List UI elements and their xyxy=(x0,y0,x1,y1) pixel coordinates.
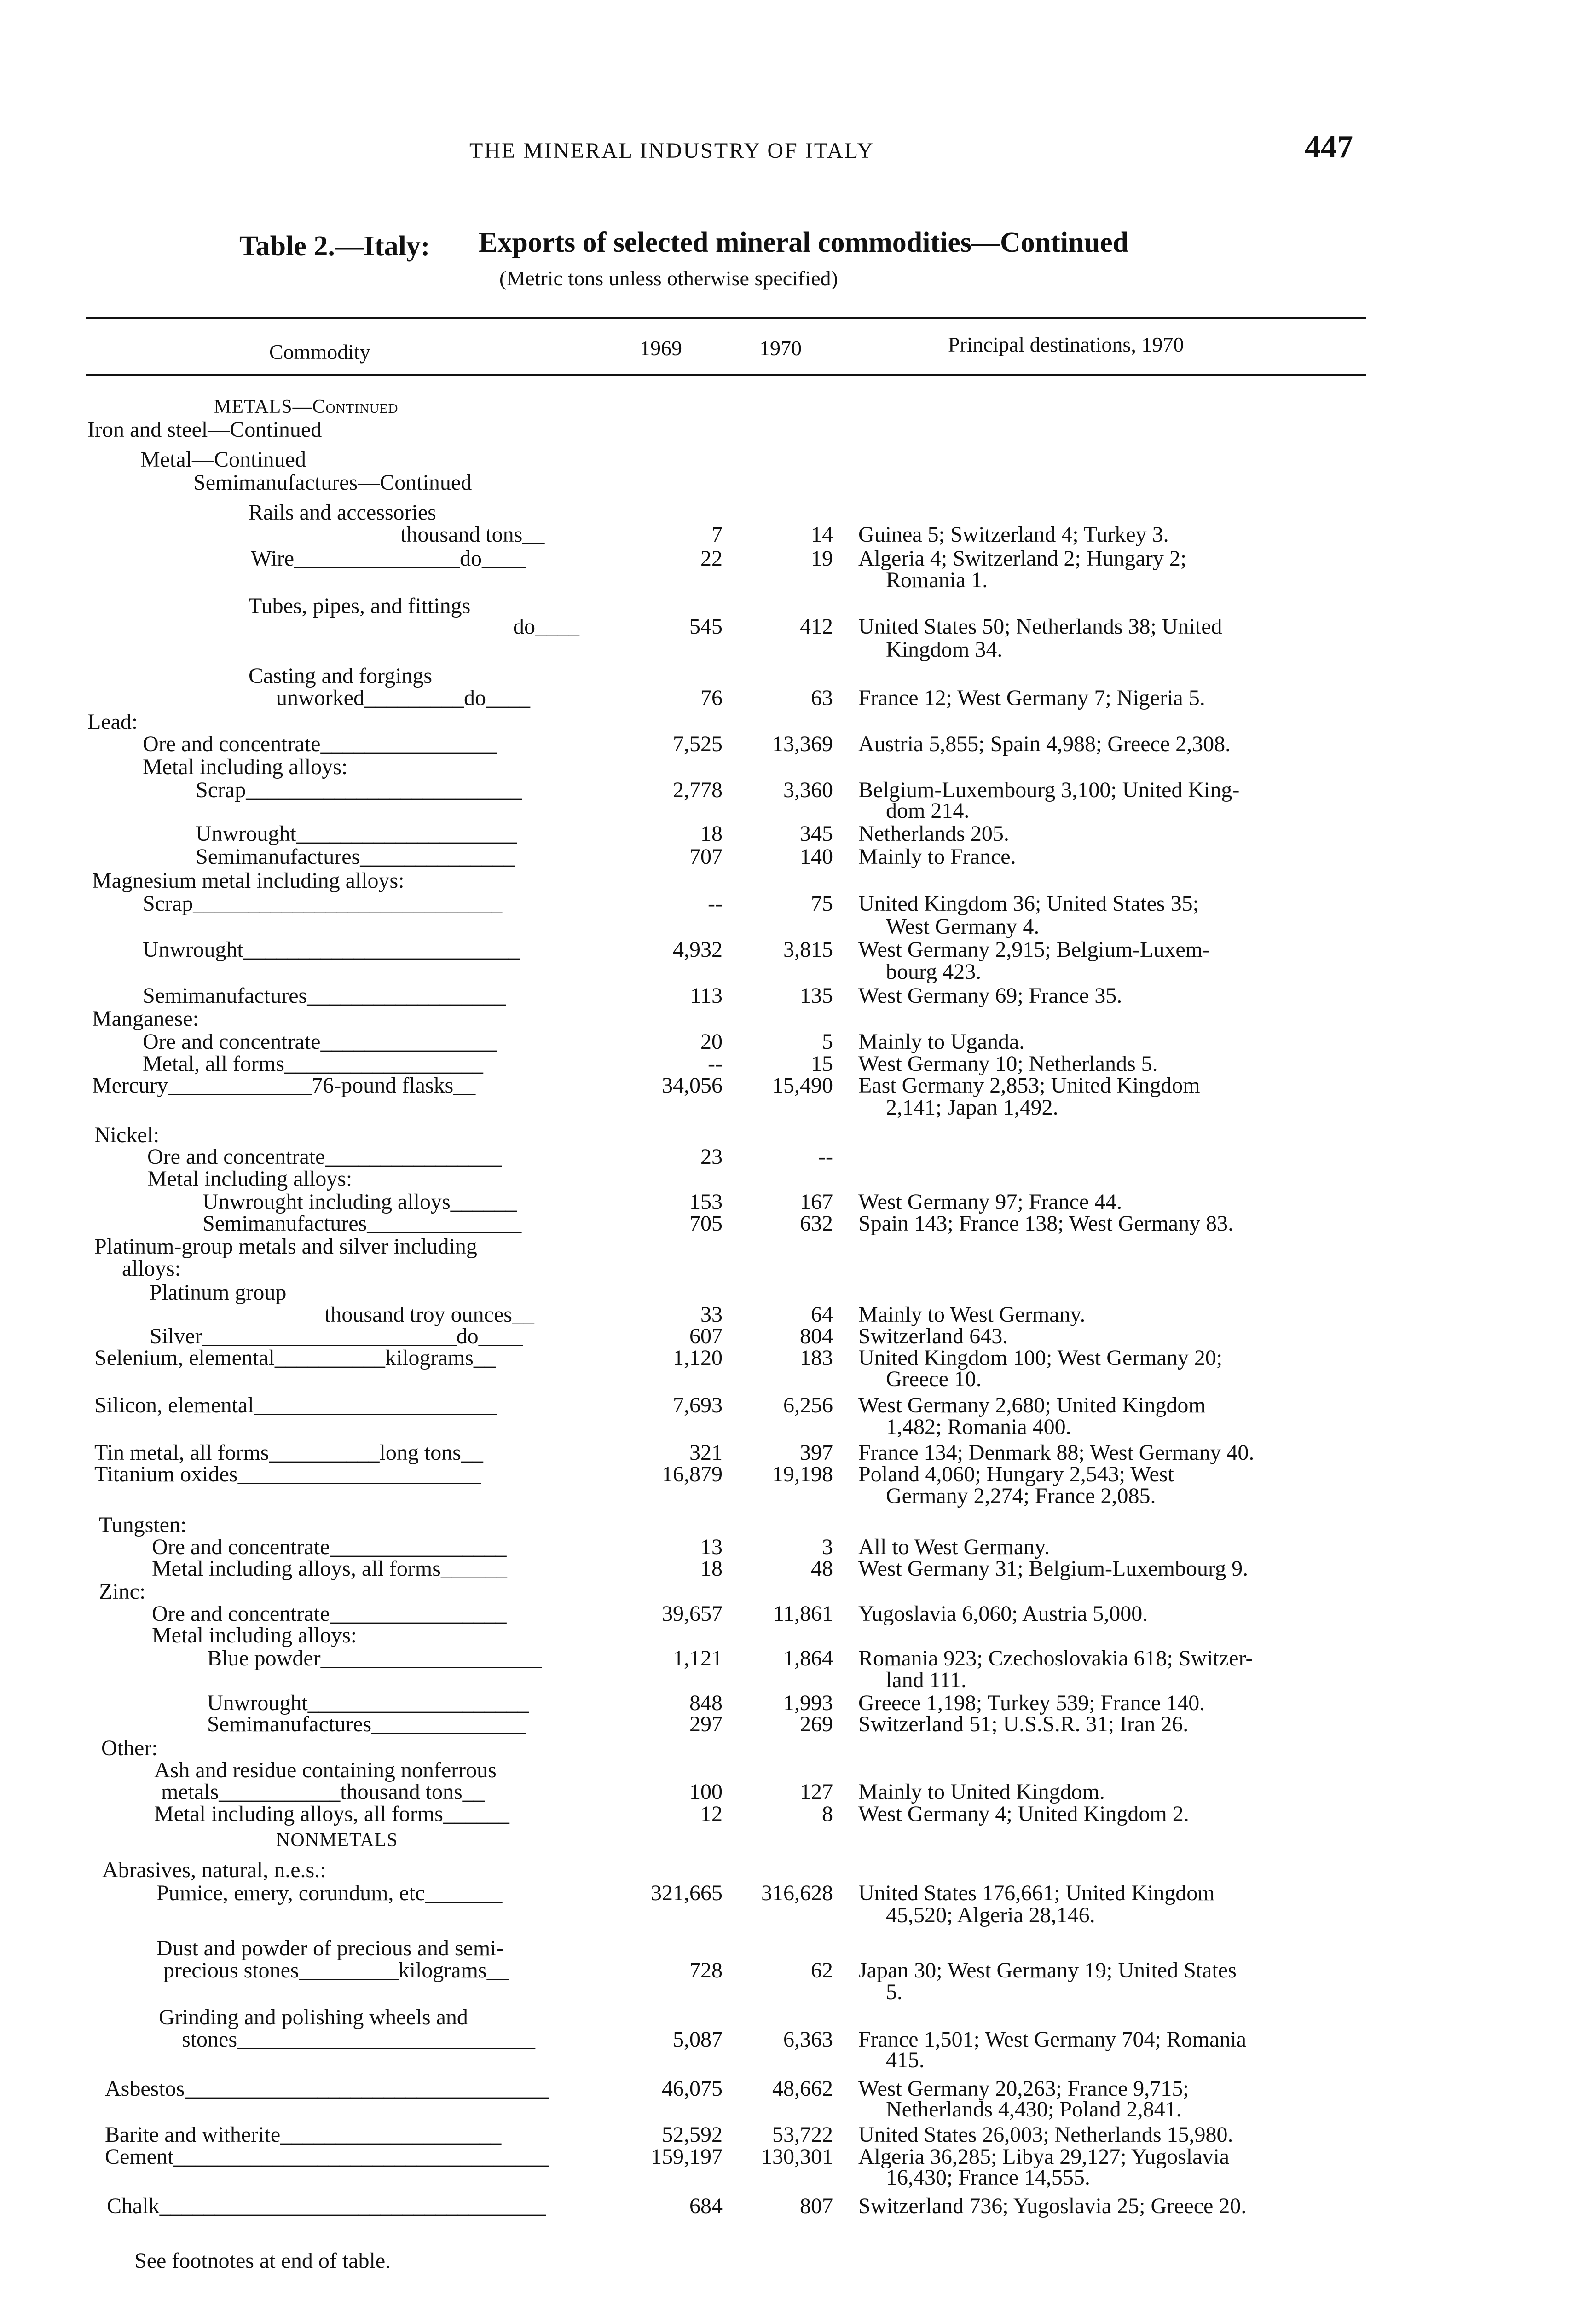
value-1970: 8 xyxy=(822,1802,833,1826)
value-1970: 1,993 xyxy=(783,1691,833,1715)
destinations: Mainly to West Germany. xyxy=(858,1302,1086,1327)
table-row xyxy=(0,1979,1596,2006)
value-1970: 63 xyxy=(811,686,833,710)
value-1969: 18 xyxy=(700,1556,723,1581)
table-row xyxy=(0,844,1596,870)
value-1969: 545 xyxy=(689,614,723,639)
destinations: East Germany 2,853; United Kingdom xyxy=(858,1073,1200,1098)
column-header-commodity: Commodity xyxy=(269,340,370,364)
value-1969: 13 xyxy=(700,1535,723,1559)
value-1970: 14 xyxy=(811,522,833,547)
value-1969: 46,075 xyxy=(662,2076,723,2101)
row-label: Unwrought____________________ xyxy=(196,821,517,846)
destinations: United States 176,661; United Kingdom xyxy=(858,1881,1215,1905)
row-label: Semimanufactures—Continued xyxy=(193,470,472,495)
row-label: Other: xyxy=(101,1736,158,1760)
value-1969: 16,879 xyxy=(662,1462,723,1486)
value-1969: 848 xyxy=(689,1691,723,1715)
value-1969: 159,197 xyxy=(651,2145,723,2169)
destinations: West Germany 2,915; Belgium-Luxem- xyxy=(858,937,1210,962)
value-1969: 4,932 xyxy=(673,937,723,962)
row-label: Selenium, elemental__________kilograms__ xyxy=(94,1346,496,1370)
value-1970: 15,490 xyxy=(772,1073,833,1098)
value-1970: 167 xyxy=(800,1190,833,1214)
destinations: France 12; West Germany 7; Nigeria 5. xyxy=(858,686,1205,710)
table-row xyxy=(0,521,1596,548)
value-1970: 183 xyxy=(800,1346,833,1370)
value-1970: 48,662 xyxy=(772,2076,833,2101)
destinations: United Kingdom 36; United States 35; xyxy=(858,891,1199,916)
value-1970: 19 xyxy=(811,546,833,571)
page-number: 447 xyxy=(1305,129,1353,165)
row-label: Unwrought including alloys______ xyxy=(202,1190,517,1214)
row-label: Wire_______________do____ xyxy=(251,546,526,571)
destinations: Germany 2,274; France 2,085. xyxy=(886,1484,1156,1508)
destinations: 415. xyxy=(886,2048,925,2072)
value-1969: 34,056 xyxy=(662,1073,723,1098)
footnote: See footnotes at end of table. xyxy=(134,2249,391,2273)
value-1970: 15 xyxy=(811,1052,833,1076)
destinations: Greece 1,198; Turkey 539; France 140. xyxy=(858,1691,1205,1715)
row-label: Platinum-group metals and silver including xyxy=(94,1234,477,1259)
destinations: Mainly to Uganda. xyxy=(858,1029,1025,1054)
destinations: West Germany 10; Netherlands 5. xyxy=(858,1052,1158,1076)
row-label: Dust and powder of precious and semi- xyxy=(156,1936,504,1960)
running-title: THE MINERAL INDUSTRY OF ITALY xyxy=(469,139,875,163)
destinations: 16,430; France 14,555. xyxy=(886,2165,1090,2190)
row-label: do____ xyxy=(513,614,579,639)
value-1969: 297 xyxy=(689,1712,723,1736)
row-label: alloys: xyxy=(122,1256,181,1281)
destinations: Romania 1. xyxy=(886,568,988,592)
row-label: Lead: xyxy=(87,710,138,734)
table-row xyxy=(0,2047,1596,2074)
value-1969: 100 xyxy=(689,1780,723,1804)
value-1969: 607 xyxy=(689,1324,723,1348)
destinations: West Germany 2,680; United Kingdom xyxy=(858,1393,1206,1417)
row-label: Iron and steel—Continued xyxy=(87,417,322,442)
table-row xyxy=(0,1414,1596,1440)
row-label: Blue powder____________________ xyxy=(207,1646,542,1671)
table-row xyxy=(0,1366,1596,1393)
value-1969: 7,693 xyxy=(673,1393,723,1417)
value-1970: 3,360 xyxy=(783,778,833,802)
row-label: Zinc: xyxy=(99,1579,146,1604)
row-label: Tungsten: xyxy=(99,1513,187,1537)
destinations: United States 26,003; Netherlands 15,980. xyxy=(858,2122,1233,2147)
value-1969: -- xyxy=(708,1052,723,1076)
row-label: METALS—Continued xyxy=(214,396,399,417)
value-1969: 76 xyxy=(700,686,723,710)
row-label: Rails and accessories xyxy=(249,500,436,525)
row-label: thousand troy ounces__ xyxy=(324,1302,534,1327)
row-label: Barite and witherite____________________ xyxy=(105,2122,502,2147)
row-label: Mercury_____________76-pound flasks__ xyxy=(92,1073,476,1098)
value-1969: 321 xyxy=(689,1440,723,1465)
row-label: Silver_______________________do____ xyxy=(150,1324,523,1348)
table-row xyxy=(0,567,1596,594)
destinations: 5. xyxy=(886,1980,902,2004)
value-1969: 33 xyxy=(700,1302,723,1327)
destinations: All to West Germany. xyxy=(858,1535,1050,1559)
destinations: West Germany 4; United Kingdom 2. xyxy=(858,1802,1189,1826)
value-1970: 632 xyxy=(800,1211,833,1236)
row-label: Metal including alloys: xyxy=(147,1167,353,1191)
row-label: NONMETALS xyxy=(276,1830,398,1851)
row-label: Magnesium metal including alloys: xyxy=(92,868,405,893)
destinations: Mainly to United Kingdom. xyxy=(858,1780,1105,1804)
table-row xyxy=(0,2193,1596,2220)
value-1970: 6,256 xyxy=(783,1393,833,1417)
destinations: bourg 423. xyxy=(886,960,982,984)
row-label: Silicon, elemental______________________ xyxy=(94,1393,497,1417)
value-1970: 412 xyxy=(800,614,833,639)
destinations: Kingdom 34. xyxy=(886,637,1003,662)
table-row xyxy=(0,2096,1596,2123)
value-1969: 18 xyxy=(700,821,723,846)
value-1969: 113 xyxy=(690,983,723,1008)
value-1969: -- xyxy=(708,891,723,916)
value-1969: 52,592 xyxy=(662,2122,723,2147)
row-label: stones___________________________ xyxy=(182,2027,535,2052)
destinations: Switzerland 51; U.S.S.R. 31; Iran 26. xyxy=(858,1712,1189,1736)
value-1970: 53,722 xyxy=(772,2122,833,2147)
destinations: 45,520; Algeria 28,146. xyxy=(886,1903,1095,1927)
destinations: Algeria 36,285; Libya 29,127; Yugoslavia xyxy=(858,2145,1230,2169)
row-label: Cement__________________________________ xyxy=(105,2145,549,2169)
row-label: Ore and concentrate________________ xyxy=(143,1029,497,1054)
row-label: Grinding and polishing wheels and xyxy=(159,2005,468,2029)
row-label: Unwrought____________________ xyxy=(207,1691,529,1715)
value-1970: 48 xyxy=(811,1556,833,1581)
value-1969: 2,778 xyxy=(673,778,723,802)
value-1970: 6,363 xyxy=(783,2027,833,2052)
table-row xyxy=(0,2164,1596,2191)
row-label: Asbestos_________________________________ xyxy=(105,2076,549,2101)
value-1969: 153 xyxy=(689,1190,723,1214)
row-label: Metal including alloys, all forms______ xyxy=(154,1802,509,1826)
table-row xyxy=(0,1711,1596,1738)
value-1969: 39,657 xyxy=(662,1601,723,1626)
destinations: Switzerland 736; Yugoslavia 25; Greece 20. xyxy=(858,2194,1247,2218)
column-header-1970: 1970 xyxy=(759,336,802,360)
destinations: Algeria 4; Switzerland 2; Hungary 2; xyxy=(858,546,1187,571)
row-label: Unwrought_________________________ xyxy=(143,937,520,962)
value-1969: 321,665 xyxy=(651,1881,723,1905)
row-label: metals___________thousand tons__ xyxy=(161,1780,485,1804)
destinations: Romania 923; Czechoslovakia 618; Switzer- xyxy=(858,1646,1253,1671)
value-1970: 5 xyxy=(822,1029,833,1054)
destinations: United Kingdom 100; West Germany 20; xyxy=(858,1346,1223,1370)
value-1970: 19,198 xyxy=(772,1462,833,1486)
destinations: Spain 143; France 138; West Germany 83. xyxy=(858,1211,1234,1236)
value-1969: 20 xyxy=(700,1029,723,1054)
row-label: Ash and residue containing nonferrous xyxy=(154,1758,497,1782)
value-1970: 3 xyxy=(822,1535,833,1559)
value-1970: 345 xyxy=(800,821,833,846)
value-1969: 7 xyxy=(711,522,723,547)
destinations: Greece 10. xyxy=(886,1367,982,1391)
row-label: Semimanufactures__________________ xyxy=(143,983,506,1008)
destinations: 1,482; Romania 400. xyxy=(886,1415,1071,1439)
value-1970: 807 xyxy=(800,2194,833,2218)
column-header-destinations: Principal destinations, 1970 xyxy=(948,333,1184,356)
destinations: Japan 30; West Germany 19; United States xyxy=(858,1958,1237,1983)
destinations: West Germany 69; France 35. xyxy=(858,983,1122,1008)
row-label: Scrap____________________________ xyxy=(143,891,503,916)
value-1969: 7,525 xyxy=(673,732,723,756)
table-row xyxy=(0,959,1596,985)
row-label: Metal—Continued xyxy=(140,447,306,472)
row-label: Casting and forgings xyxy=(249,664,433,688)
row-label: Metal including alloys: xyxy=(143,755,348,779)
destinations: France 134; Denmark 88; West Germany 40. xyxy=(858,1440,1255,1465)
row-label: Ore and concentrate________________ xyxy=(152,1535,507,1559)
table-row xyxy=(0,1255,1596,1282)
value-1969: 705 xyxy=(689,1211,723,1236)
value-1970: 127 xyxy=(800,1780,833,1804)
table-subtitle: (Metric tons unless otherwise specified) xyxy=(499,266,838,290)
value-1970: 75 xyxy=(811,891,833,916)
column-header-1969: 1969 xyxy=(640,336,682,360)
table-row xyxy=(0,1094,1596,1121)
row-label: Metal including alloys: xyxy=(152,1623,357,1648)
destinations: Mainly to France. xyxy=(858,844,1016,869)
row-label: Metal including alloys, all forms______ xyxy=(152,1556,507,1581)
destinations: 2,141; Japan 1,492. xyxy=(886,1095,1058,1120)
destinations: Guinea 5; Switzerland 4; Turkey 3. xyxy=(858,522,1169,547)
row-label: Ore and concentrate________________ xyxy=(143,732,497,756)
value-1969: 728 xyxy=(689,1958,723,1983)
row-label: Semimanufactures______________ xyxy=(196,844,515,869)
value-1970: -- xyxy=(818,1145,833,1169)
value-1970: 11,861 xyxy=(773,1601,833,1626)
value-1969: 22 xyxy=(700,546,723,571)
value-1970: 269 xyxy=(800,1712,833,1736)
row-label: Chalk___________________________________ xyxy=(107,2194,546,2218)
value-1970: 397 xyxy=(800,1440,833,1465)
value-1970: 3,815 xyxy=(783,937,833,962)
table-row xyxy=(0,1483,1596,1509)
destinations: dom 214. xyxy=(886,798,970,823)
destinations: West Germany 20,263; France 9,715; xyxy=(858,2076,1189,2101)
row-label: Pumice, emery, corundum, etc_______ xyxy=(156,1881,503,1905)
value-1969: 23 xyxy=(700,1145,723,1169)
value-1969: 684 xyxy=(689,2194,723,2218)
row-label: thousand tons__ xyxy=(400,522,545,547)
table-row xyxy=(0,636,1596,663)
value-1970: 13,369 xyxy=(772,732,833,756)
value-1969: 5,087 xyxy=(673,2027,723,2052)
value-1969: 707 xyxy=(689,844,723,869)
value-1969: 12 xyxy=(700,1802,723,1826)
value-1970: 316,628 xyxy=(761,1881,833,1905)
value-1970: 135 xyxy=(800,983,833,1008)
destinations: Netherlands 205. xyxy=(858,821,1009,846)
table-row xyxy=(0,685,1596,711)
destinations: Netherlands 4,430; Poland 2,841. xyxy=(886,2097,1182,2122)
row-label: Tubes, pipes, and fittings xyxy=(249,594,471,618)
value-1970: 804 xyxy=(800,1324,833,1348)
value-1970: 62 xyxy=(811,1958,833,1983)
row-label: Scrap_________________________ xyxy=(196,778,522,802)
table-row xyxy=(0,469,1596,496)
table-row xyxy=(0,1801,1596,1827)
destinations: United States 50; Netherlands 38; United xyxy=(858,614,1222,639)
row-label: Platinum group xyxy=(150,1280,287,1305)
table-row xyxy=(0,1902,1596,1929)
destinations: Switzerland 643. xyxy=(858,1324,1008,1348)
value-1969: 1,120 xyxy=(673,1346,723,1370)
row-label: Ore and concentrate________________ xyxy=(147,1145,502,1169)
row-label: Titanium oxides______________________ xyxy=(94,1462,481,1486)
destinations: Austria 5,855; Spain 4,988; Greece 2,308. xyxy=(858,732,1231,756)
table-label: Table 2.—Italy: xyxy=(239,231,430,262)
row-label: Semimanufactures______________ xyxy=(202,1211,522,1236)
row-label: Ore and concentrate________________ xyxy=(152,1601,507,1626)
destinations: land 111. xyxy=(886,1668,967,1692)
row-label: Metal, all forms__________________ xyxy=(143,1052,483,1076)
row-label: unworked_________do____ xyxy=(276,686,530,710)
row-label: Abrasives, natural, n.e.s.: xyxy=(102,1858,326,1882)
destinations: Belgium-Luxembourg 3,100; United King- xyxy=(858,778,1240,802)
destinations: Yugoslavia 6,060; Austria 5,000. xyxy=(858,1601,1148,1626)
table-title: Exports of selected mineral commodities—Continued xyxy=(479,227,1129,258)
row-label: Semimanufactures______________ xyxy=(207,1712,526,1736)
row-label: Nickel: xyxy=(94,1123,160,1147)
destinations: West Germany 97; France 44. xyxy=(858,1190,1122,1214)
value-1970: 64 xyxy=(811,1302,833,1327)
destinations: Poland 4,060; Hungary 2,543; West xyxy=(858,1462,1174,1486)
row-label: precious stones_________kilograms__ xyxy=(163,1958,509,1983)
table-row xyxy=(0,1827,1596,1854)
value-1970: 130,301 xyxy=(761,2145,833,2169)
destinations: West Germany 31; Belgium-Luxembourg 9. xyxy=(858,1556,1249,1581)
value-1970: 1,864 xyxy=(783,1646,833,1671)
row-label: Tin metal, all forms__________long tons__ xyxy=(94,1440,483,1465)
value-1969: 1,121 xyxy=(673,1646,723,1671)
value-1970: 140 xyxy=(800,844,833,869)
table-row xyxy=(0,416,1596,443)
row-label: Manganese: xyxy=(92,1006,199,1031)
destinations: West Germany 4. xyxy=(886,914,1040,939)
destinations: France 1,501; West Germany 704; Romania xyxy=(858,2027,1247,2052)
